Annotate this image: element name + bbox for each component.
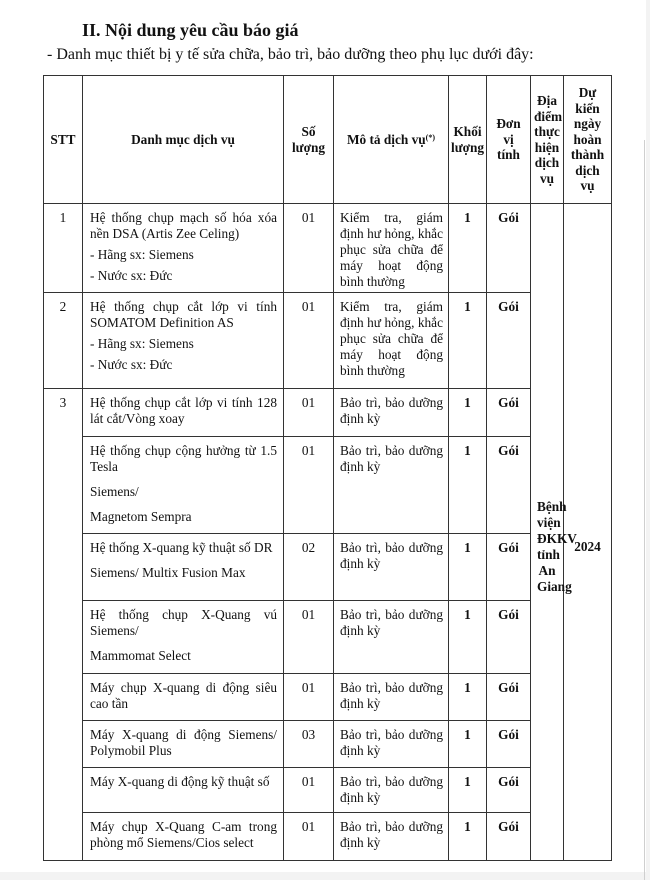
service-name: Máy chụp X-quang di động siêu cao tần — [90, 680, 277, 711]
cell-qty: 01 — [284, 204, 334, 293]
service-detail-line: Mammomat Select — [90, 648, 191, 663]
header-date-label: Dự kiến ngày hoàn thành dịch vụ — [570, 85, 605, 194]
table-row — [44, 813, 612, 861]
cell-volume: 1 — [449, 204, 487, 293]
cell-desc: Bảo trì, bảo dưỡng định kỳ — [334, 601, 449, 674]
cell-qty: 02 — [284, 534, 334, 601]
header-stt: STT — [44, 76, 83, 204]
cell-qty: 03 — [284, 721, 334, 768]
cell-name — [83, 813, 284, 861]
cell-qty: 01 — [284, 674, 334, 721]
service-name: Hệ thống chụp X-Quang vú Siemens/ — [90, 607, 277, 638]
cell-qty: 01 — [284, 601, 334, 674]
cell-unit: Gói — [487, 204, 531, 293]
header-volume — [449, 76, 487, 204]
service-name: Máy X-quang di động Siemens/ Polymobil Plus — [90, 727, 277, 758]
cell-name — [83, 293, 284, 389]
header-qty — [284, 76, 334, 204]
cell-volume: 1 — [449, 813, 487, 861]
cell-unit: Gói — [487, 674, 531, 721]
cell-name — [83, 601, 284, 674]
header-unit-label: Đơn vị tính — [496, 116, 521, 163]
cell-volume: 1 — [449, 437, 487, 534]
cell-name — [83, 389, 284, 437]
table-row — [44, 601, 612, 674]
table-row — [44, 534, 612, 601]
cell-qty: 01 — [284, 768, 334, 813]
cell-desc: Kiểm tra, giám định hư hỏng, khắc phục sửa chữa để máy hoạt động bình thường — [334, 293, 449, 389]
header-location — [531, 76, 564, 204]
cell-volume: 1 — [449, 721, 487, 768]
header-date — [564, 76, 612, 204]
table-row — [44, 204, 612, 293]
cell-qty: 01 — [284, 437, 334, 534]
cell-stt: 2 — [44, 293, 83, 389]
cell-name — [83, 534, 284, 601]
service-detail-line: Magnetom Sempra — [90, 509, 192, 524]
header-desc-label: Mô tả dịch vụ — [346, 131, 426, 147]
cell-volume: 1 — [449, 674, 487, 721]
cell-desc: Bảo trì, bảo dưỡng định kỳ — [334, 721, 449, 768]
cell-desc: Kiểm tra, giám định hư hỏng, khắc phục sửa chữa để máy hoạt động bình thường — [334, 204, 449, 293]
header-qty-label: Số lượng — [291, 124, 326, 155]
cell-unit: Gói — [487, 293, 531, 389]
cell-volume: 1 — [449, 768, 487, 813]
cell-unit: Gói — [487, 437, 531, 534]
header-unit — [487, 76, 531, 204]
cell-name — [83, 674, 284, 721]
table-header-row — [44, 76, 612, 204]
service-detail-line: - Hãng sx: Siemens — [90, 336, 194, 351]
table-row — [44, 768, 612, 813]
cell-desc: Bảo trì, bảo dưỡng định kỳ — [334, 389, 449, 437]
table-row — [44, 437, 612, 534]
service-detail-line: Siemens/ — [90, 484, 139, 499]
service-name: Hệ thống chụp cộng hưởng từ 1.5 Tesla — [90, 443, 277, 474]
cell-unit: Gói — [487, 534, 531, 601]
table-row — [44, 293, 612, 389]
page-edge-divider — [644, 140, 645, 880]
cell-desc: Bảo trì, bảo dưỡng định kỳ — [334, 674, 449, 721]
cell-qty: 01 — [284, 813, 334, 861]
cell-desc: Bảo trì, bảo dưỡng định kỳ — [334, 534, 449, 601]
table-body — [44, 204, 612, 861]
cell-unit: Gói — [487, 721, 531, 768]
cell-stt: 3 — [44, 389, 83, 861]
header-name: Danh mục dịch vụ — [83, 76, 284, 204]
header-location-label: Địa điểm thực hiện dịch vụ — [534, 93, 563, 186]
service-name: Máy X-quang di động kỹ thuật số — [90, 774, 270, 789]
header-desc — [334, 76, 449, 204]
service-name: Hệ thống X-quang kỹ thuật số DR — [90, 540, 273, 555]
cell-name — [83, 437, 284, 534]
date-value: 2024 — [574, 539, 601, 554]
header-desc-note: (*) — [425, 132, 435, 142]
cell-volume: 1 — [449, 293, 487, 389]
service-detail-line: - Hãng sx: Siemens — [90, 247, 194, 262]
cell-volume: 1 — [449, 534, 487, 601]
cell-stt: 1 — [44, 204, 83, 293]
header-volume-label: Khối lượng — [451, 124, 485, 155]
table-row — [44, 721, 612, 768]
cell-name — [83, 204, 284, 293]
service-detail-line: - Nước sx: Đức — [90, 268, 173, 283]
table-row — [44, 674, 612, 721]
cell-qty: 01 — [284, 293, 334, 389]
service-name: Hệ thống chụp cắt lớp vi tính 128 lát cắt/Vòng xoay — [90, 395, 277, 426]
cell-desc: Bảo trì, bảo dưỡng định kỳ — [334, 813, 449, 861]
cell-unit: Gói — [487, 813, 531, 861]
service-name: Máy chụp X-Quang C-am trong phòng mổ Siemens/Cios select — [90, 819, 277, 850]
cell-desc: Bảo trì, bảo dưỡng định kỳ — [334, 768, 449, 813]
section-intro: - Danh mục thiết bị y tế sửa chữa, bảo trì, bảo dưỡng theo phụ lục dưới đây: — [47, 46, 534, 63]
cell-unit: Gói — [487, 601, 531, 674]
service-table — [43, 75, 612, 861]
section-heading: II. Nội dung yêu cầu báo giá — [82, 20, 299, 40]
table-row — [44, 389, 612, 437]
cell-unit: Gói — [487, 389, 531, 437]
cell-desc: Bảo trì, bảo dưỡng định kỳ — [334, 437, 449, 534]
service-detail-line: - Nước sx: Đức — [90, 357, 173, 372]
service-name: Hệ thống chụp mạch số hóa xóa nền DSA (Artis Zee Celing) — [90, 210, 277, 241]
service-detail-line: Siemens/ Multix Fusion Max — [90, 565, 246, 580]
cell-volume: 1 — [449, 601, 487, 674]
cell-location — [531, 204, 577, 861]
cell-qty: 01 — [284, 389, 334, 437]
cell-volume: 1 — [449, 389, 487, 437]
cell-unit: Gói — [487, 768, 531, 813]
cell-name — [83, 768, 284, 813]
cell-name — [83, 721, 284, 768]
service-name: Hệ thống chụp cắt lớp vi tính SOMATOM Definition AS — [90, 299, 277, 330]
location-value: Bệnh viện ĐKKV tỉnh An Giang — [537, 499, 577, 594]
